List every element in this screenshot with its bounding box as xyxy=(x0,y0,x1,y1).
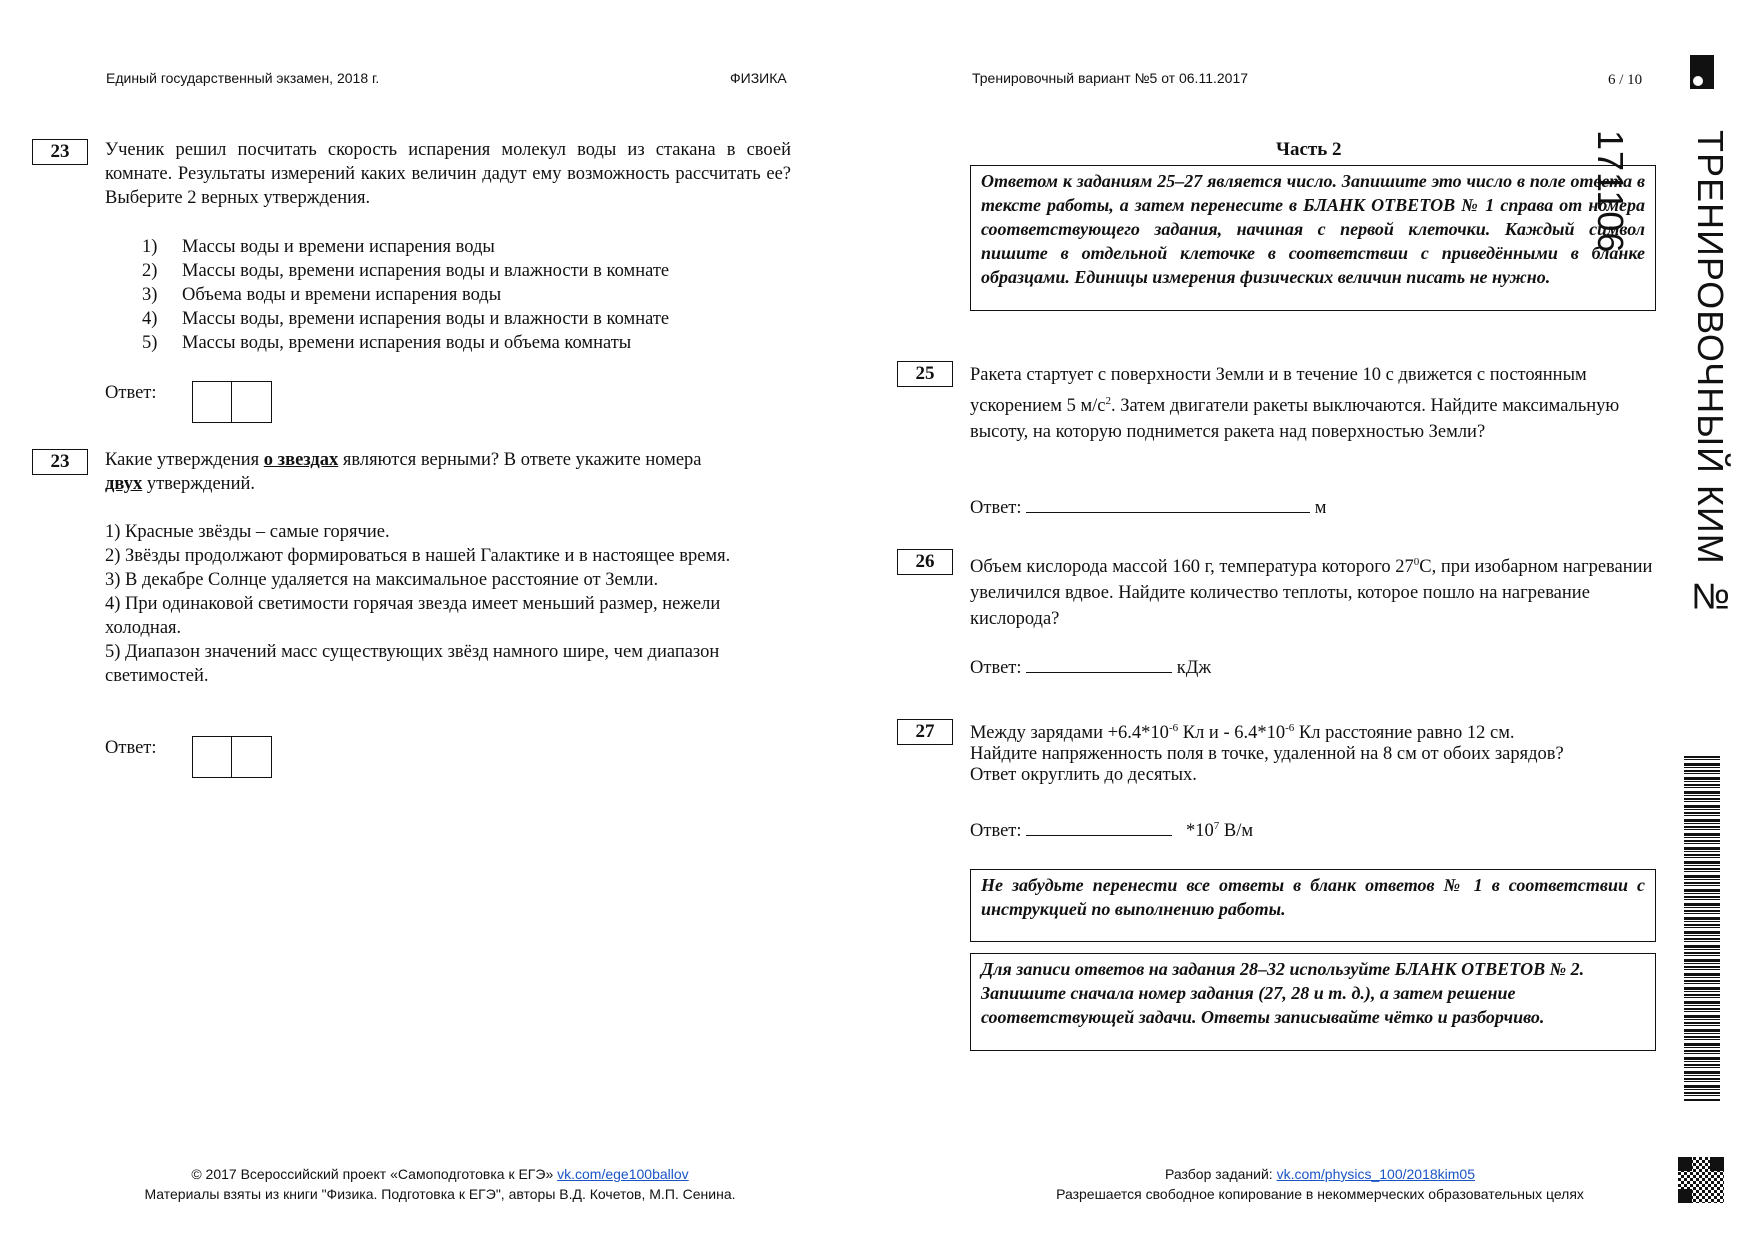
part-2-instructions: Ответом к заданиям 25–27 является число. Запишите это число в поле ответа в тексте работы, а затем перенесите в БЛАНК ОТВЕТОВ № 1 справа от номера соответствующего задания, начиная с первой клеточки. Каждый символ пишите в отдельной клеточке в соответствии с приведёнными в бланке образцами. Единицы измерения физических величин писать не нужно. xyxy=(970,165,1656,311)
kim-vertical-label: ТРЕНИРОВОЧНЫЙ КИМ № 171106 xyxy=(1590,130,1731,618)
statement-item: 2) Звёзды продолжают формироваться в нашей Галактике и в настоящее время. xyxy=(105,546,731,566)
answer-cells-23b[interactable] xyxy=(192,736,272,778)
task-26-answer: Ответ: кДж xyxy=(970,654,1211,679)
task-27-text: Между зарядами $+6.4*10^{-6}$ Кл и - $6.4*10^{-6}$ Кл расстояние равно 12 см. Найдите напряженность поля в точке, удаленной на 8 см от обоих зарядов? Ответ округлить до десятых. xyxy=(970,722,1564,786)
answer-line[interactable] xyxy=(1026,817,1172,836)
task-23b-statements xyxy=(105,520,755,688)
footer-left: © 2017 Всероссийский проект «Самоподготовка к ЕГЭ» vk.com/ege100ballov Материалы взяты из книги "Физика. Подготовка к ЕГЭ", авторы В.Д. Кочетов, М.П. Сенина. xyxy=(144,1166,736,1202)
header-subject: ФИЗИКА xyxy=(730,70,787,86)
part-2-title: Часть 2 xyxy=(1276,139,1342,160)
note-answer-sheet-2: Для записи ответов на задания 28–32 используйте БЛАНК ОТВЕТОВ № 2. Запишите сначала номер задания (27, 28 и т. д.), а затем решение соответствующей задачи. Ответы записывайте чётко и разборчиво. xyxy=(970,953,1656,1051)
answer-label: Ответ: xyxy=(105,383,157,403)
option-item: 1) Массы воды и времени испарения воды xyxy=(142,237,495,257)
qr-code-icon xyxy=(1678,1157,1724,1203)
task-number-23b: 23 xyxy=(32,449,88,475)
task-23a-options xyxy=(142,235,782,355)
statement-item: 4) При одинаковой светимости горячая звезда имеет меньший размер, нежели холодная. xyxy=(105,594,721,638)
answer-line[interactable] xyxy=(1026,494,1310,513)
answer-cell[interactable] xyxy=(192,736,232,778)
task-number-25: 25 xyxy=(897,361,953,387)
task-27-answer: Ответ: $*10^7$ В/м xyxy=(970,817,1253,842)
answer-cells-23a[interactable] xyxy=(192,381,272,423)
task-25-answer: Ответ: м xyxy=(970,494,1326,519)
option-item: 3) Объема воды и времени испарения воды xyxy=(142,285,502,305)
task-25-text: Ракета стартует с поверхности Земли и в течение 10 с движется с постоянным ускорением 5 $м/с^2$. Затем двигатели ракеты выключаются. Найдите максимальную высоту, на которую поднимется ракета над поверхностью Земли? xyxy=(970,365,1620,443)
page-number: 6 / 10 xyxy=(1608,72,1643,88)
task-number-23a: 23 xyxy=(32,139,88,165)
task-number-27: 27 xyxy=(897,719,953,745)
footer-link-physics-100[interactable]: vk.com/physics_100/2018kim05 xyxy=(1276,1166,1475,1182)
barcode-icon xyxy=(1684,756,1720,1101)
statement-item: 5) Диапазон значений масс существующих звёзд намного шире, чем диапазон светимостей. xyxy=(105,642,720,686)
answer-label: Ответ: xyxy=(105,738,157,758)
answer-cell[interactable] xyxy=(232,381,272,423)
option-item: 5) Массы воды, времени испарения воды и объема комнаты xyxy=(142,333,632,353)
statement-item: 1) Красные звёзды – самые горячие. xyxy=(105,522,390,542)
header-exam-title: Единый государственный экзамен, 2018 г. xyxy=(106,70,380,86)
header-variant: Тренировочный вариант №5 от 06.11.2017 xyxy=(972,70,1249,86)
corner-marker-icon xyxy=(1690,55,1714,89)
answer-line[interactable] xyxy=(1026,654,1172,673)
task-23a-text: Ученик решил посчитать скорость испарения молекул воды из стакана в своей комнате. Результаты измерений каких величин дадут ему возможность рассчитать ее? Выберите 2 верных утверждения. xyxy=(105,140,791,208)
footer-link-ege100ballov[interactable]: vk.com/ege100ballov xyxy=(557,1166,689,1182)
task-26-text: Объем кислорода массой 160 г, температура которого $27^0С$, при изобарном нагревании увеличился вдвое. Найдите количество теплоты, которое пошло на нагревание кислорода? xyxy=(970,556,1653,630)
statement-item: 3) В декабре Солнце удаляется на максимальное расстояние от Земли. xyxy=(105,570,659,590)
task-number-26: 26 xyxy=(897,549,953,575)
option-item: 2) Массы воды, времени испарения воды и влажности в комнате xyxy=(142,261,670,281)
task-23b-intro: Какие утверждения о звездах являются верными? В ответе укажите номера двух утверждений. xyxy=(105,450,702,494)
note-transfer-answers: Не забудьте перенести все ответы в бланк ответов № 1 в соответствии с инструкцией по выполнению работы. xyxy=(970,869,1656,942)
footer-right: Разбор заданий: vk.com/physics_100/2018kim05 Разрешается свободное копирование в некоммерческих образовательных целях xyxy=(1056,1166,1584,1202)
answer-cell[interactable] xyxy=(192,381,232,423)
answer-cell[interactable] xyxy=(232,736,272,778)
option-item: 4) Массы воды, времени испарения воды и влажности в комнате xyxy=(142,309,670,329)
